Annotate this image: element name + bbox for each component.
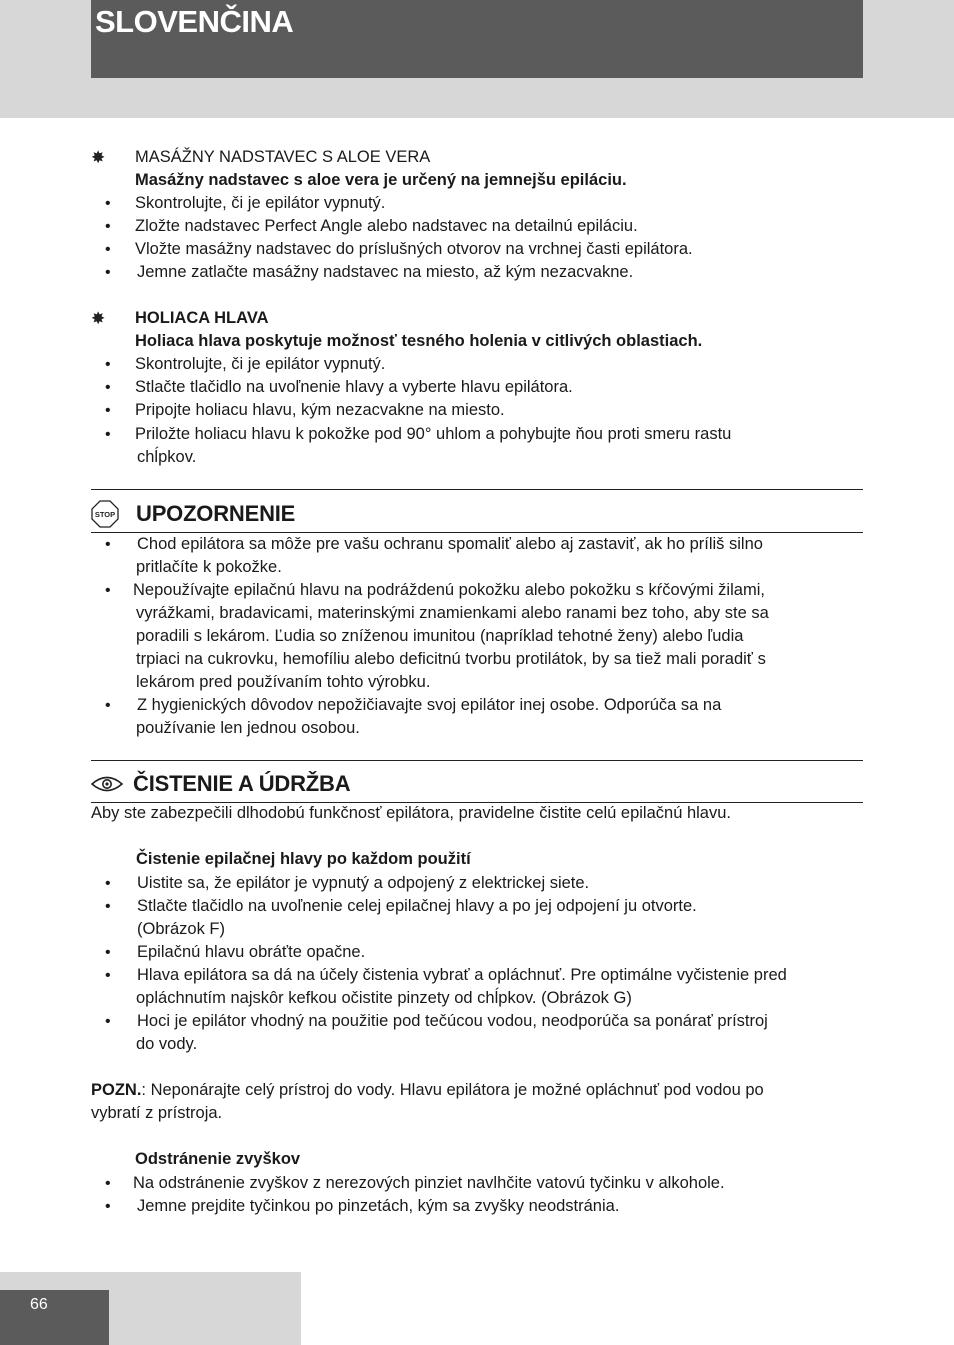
warning-line: lekárom pred používaním tohto výrobku. [136,673,431,691]
warning-line: vyrážkami, bradavicami, materinskými znamienkami alebo ranami bez toho, aby ste sa [136,604,769,622]
warning-line: Chod epilátora sa môže pre vašu ochranu spomaliť alebo aj zastaviť, ak ho príliš silno [137,535,763,553]
list-item: Stlačte tlačidlo na uvoľnenie hlavy a vyberte hlavu epilátora. [135,378,573,396]
cleaning-line: Stlačte tlačidlo na uvoľnenie celej epilačnej hlavy a po jej odpojení ju otvorte. [137,897,697,915]
note-line: vybratí z prístroja. [91,1104,223,1122]
section2-intro: Holiaca hlava poskytuje možnosť tesného holenia v citlivých oblastiach. [135,332,703,350]
warning-line: trpiaci na cukrovku, hemofíliu alebo deficitnú tvorbu protilátok, by sa tiež mali poradiť s [136,650,766,668]
note-text: : Neponárajte celý prístroj do vody. Hlavu epilátora je možné opláchnuť pod vodou po [141,1081,764,1099]
bullet-icon: • [105,898,111,915]
list-item: Jemne zatlačte masážny nadstavec na miesto, až kým nezacvakne. [137,263,634,281]
cleaning-line: Uistite sa, že epilátor je vypnutý a odpojený z elektrickej siete. [137,874,590,892]
warning-line: používanie len jednou osobou. [136,719,360,737]
bullet-icon: • [105,402,111,419]
bullet-icon: • [105,356,111,373]
cleaning-line: opláchnutím najskôr kefkou očistite pinzety od chĺpkov. (Obrázok G) [136,989,632,1007]
cleaning-line: Jemne prejdite tyčinkou po pinzetách, kým sa zvyšky neodstránia. [137,1197,620,1215]
list-item: Pripojte holiacu hlavu, kým nezacvakne na miesto. [135,401,505,419]
cleaning-subheading: Čistenie epilačnej hlavy po každom použití [136,850,471,868]
cleaning-line: Hlava epilátora sa dá na účely čistenia vybrať a opláchnuť. Pre optimálne vyčistenie pred [137,966,787,984]
bullet-icon: • [105,944,111,961]
warning-line: pritlačíte k pokožke. [136,558,282,576]
cleaning-subheading: Odstránenie zvyškov [135,1150,301,1168]
bullet-icon: • [105,967,111,984]
list-item: Priložte holiacu hlavu k pokožke pod 90° uhlom a pohybujte ňou proti smeru rastu [135,425,732,443]
page-number-box [0,1290,109,1345]
section-rule [91,489,863,490]
stop-icon [91,500,119,528]
bullet-icon: • [105,195,111,212]
bullet-icon: • [105,536,111,553]
sparkle-icon: ✸ [91,148,106,167]
bullet-icon: • [105,218,111,235]
page-number: 66 [30,1296,48,1313]
section-rule [91,760,863,761]
cleaning-line: Epilačnú hlavu obráťte opačne. [137,943,366,961]
list-item: Skontrolujte, či je epilátor vypnutý. [135,355,386,373]
sparkle-icon: ✸ [91,309,106,328]
bullet-icon: • [105,241,111,258]
warning-line: Nepoužívajte epilačnú hlavu na podráždenú pokožku alebo pokožku s kŕčovými žilami, [133,581,765,599]
note-line [91,1079,764,1102]
note-label: POZN. [91,1081,142,1099]
bullet-icon: • [105,264,111,281]
section1-intro: Masážny nadstavec s aloe vera je určený na jemnejšu epiláciu. [135,171,627,189]
warning-line: poradili s lekárom. Ľudia so zníženou imunitou (napríklad tehotné ženy) alebo ľudia [136,627,744,645]
bullet-icon: • [105,875,111,892]
bullet-icon: • [105,1013,111,1030]
eye-icon [91,774,123,794]
list-item: Zložte nadstavec Perfect Angle alebo nadstavec na detailnú epiláciu. [135,217,638,235]
warning-line: Z hygienických dôvodov nepožičiavajte svoj epilátor inej osobe. Odporúča sa na [137,696,722,714]
section1-title: MASÁŽNY NADSTAVEC S ALOE VERA [135,148,431,166]
list-item: Vložte masážny nadstavec do príslušných otvorov na vrchnej časti epilátora. [135,240,693,258]
list-item-continuation: chĺpkov. [137,448,197,466]
section2-title: HOLIACA HLAVA [135,309,269,327]
bullet-icon: • [105,697,111,714]
list-item: Skontrolujte, či je epilátor vypnutý. [135,194,386,212]
cleaning-intro: Aby ste zabezpečili dlhodobú funkčnosť epilátora, pravidelne čistite celú epilačnú hlavu. [91,804,731,822]
bullet-icon: • [105,379,111,396]
page-title: SLOVENČINA [95,4,294,39]
bullet-icon: • [105,582,111,599]
stop-icon-label: STOP [94,510,116,519]
cleaning-line: Hoci je epilátor vhodný na použitie pod tečúcou vodou, neodporúča sa ponárať prístroj [137,1012,768,1030]
bullet-icon: • [105,426,111,443]
bullet-icon: • [105,1198,111,1215]
cleaning-line: (Obrázok F) [137,920,226,938]
cleaning-heading: ČISTENIE A ÚDRŽBA [133,771,351,796]
cleaning-line: do vody. [136,1035,198,1053]
bullet-icon: • [105,1175,111,1192]
cleaning-line: Na odstránenie zvyškov z nerezových pinziet navlhčite vatovú tyčinku v alkohole. [133,1174,725,1192]
warning-heading: UPOZORNENIE [136,501,296,526]
